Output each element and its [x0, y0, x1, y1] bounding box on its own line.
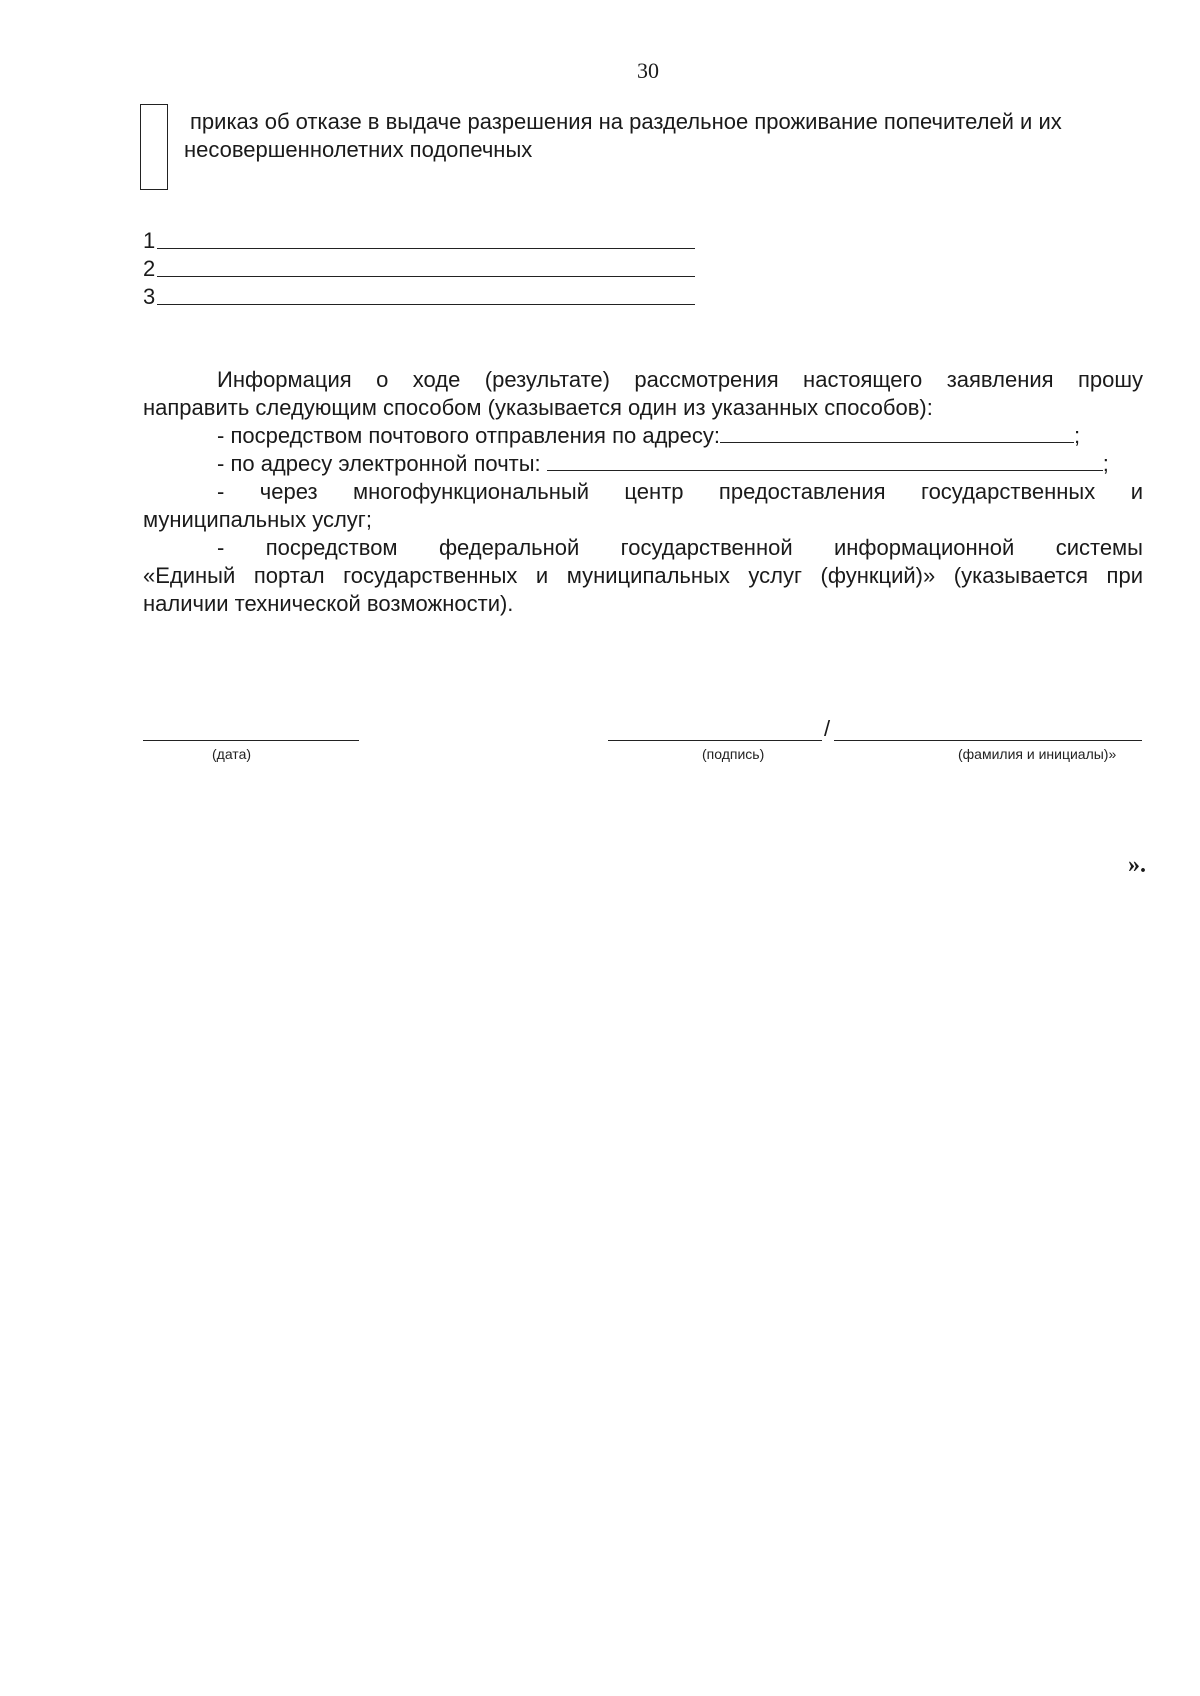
blank-line-number: 2	[143, 256, 156, 281]
blank-line-item	[143, 224, 695, 252]
closing-quote: ».	[1128, 852, 1146, 878]
postal-address-field[interactable]	[720, 422, 1074, 443]
signature-field[interactable]	[608, 718, 822, 741]
delivery-method-section	[143, 366, 1143, 618]
punctuation: ;	[1102, 451, 1109, 476]
blank-line-item	[143, 280, 695, 308]
date-field[interactable]	[143, 718, 359, 741]
option-checkbox[interactable]	[140, 104, 168, 190]
name-label: (фамилия и инициалы)»	[958, 746, 1117, 762]
option-text-line: приказ об отказе в выдаче разрешения на раздельное проживание попечителей и их	[190, 109, 1062, 134]
blank-line-field[interactable]	[157, 303, 695, 305]
punctuation: ;	[1074, 423, 1081, 448]
page-number: 30	[637, 58, 659, 83]
delivery-option-portal: - посредством федеральной государственной информационной системы	[217, 535, 1143, 560]
date-label: (дата)	[212, 746, 252, 762]
info-intro-line: направить следующим способом (указывается один из указанных способов):	[143, 395, 933, 420]
blank-line-item	[143, 252, 695, 280]
delivery-option-mfc-cont: муниципальных услуг;	[143, 507, 372, 532]
name-field[interactable]	[834, 718, 1142, 741]
blank-line-field[interactable]	[157, 247, 695, 249]
delivery-option-post	[143, 422, 1143, 450]
info-intro-line: Информация о ходе (результате) рассмотрения настоящего заявления прошу	[217, 367, 1143, 392]
signature-separator: /	[824, 716, 831, 741]
option-text-line: несовершеннолетних подопечных	[184, 137, 533, 162]
delivery-option-mfc: - через многофункциональный центр предоставления государственных и	[217, 479, 1143, 504]
delivery-option-post-label: - посредством почтового отправления по адресу:	[217, 423, 721, 448]
signature-label: (подпись)	[702, 746, 765, 762]
delivery-option-portal-cont: «Единый портал государственных и муниципальных услуг (функций)» (указывается при	[143, 563, 1143, 588]
delivery-option-email	[143, 450, 1143, 478]
blank-line-number: 3	[143, 284, 156, 309]
blank-line-field[interactable]	[157, 275, 695, 277]
option-text	[184, 108, 1164, 164]
blank-lines-list	[143, 224, 695, 308]
delivery-option-email-label: - по адресу электронной почты:	[217, 451, 541, 476]
delivery-option-portal-cont: наличии технической возможности).	[143, 591, 514, 616]
blank-line-number: 1	[143, 228, 156, 253]
email-field[interactable]	[547, 450, 1103, 471]
